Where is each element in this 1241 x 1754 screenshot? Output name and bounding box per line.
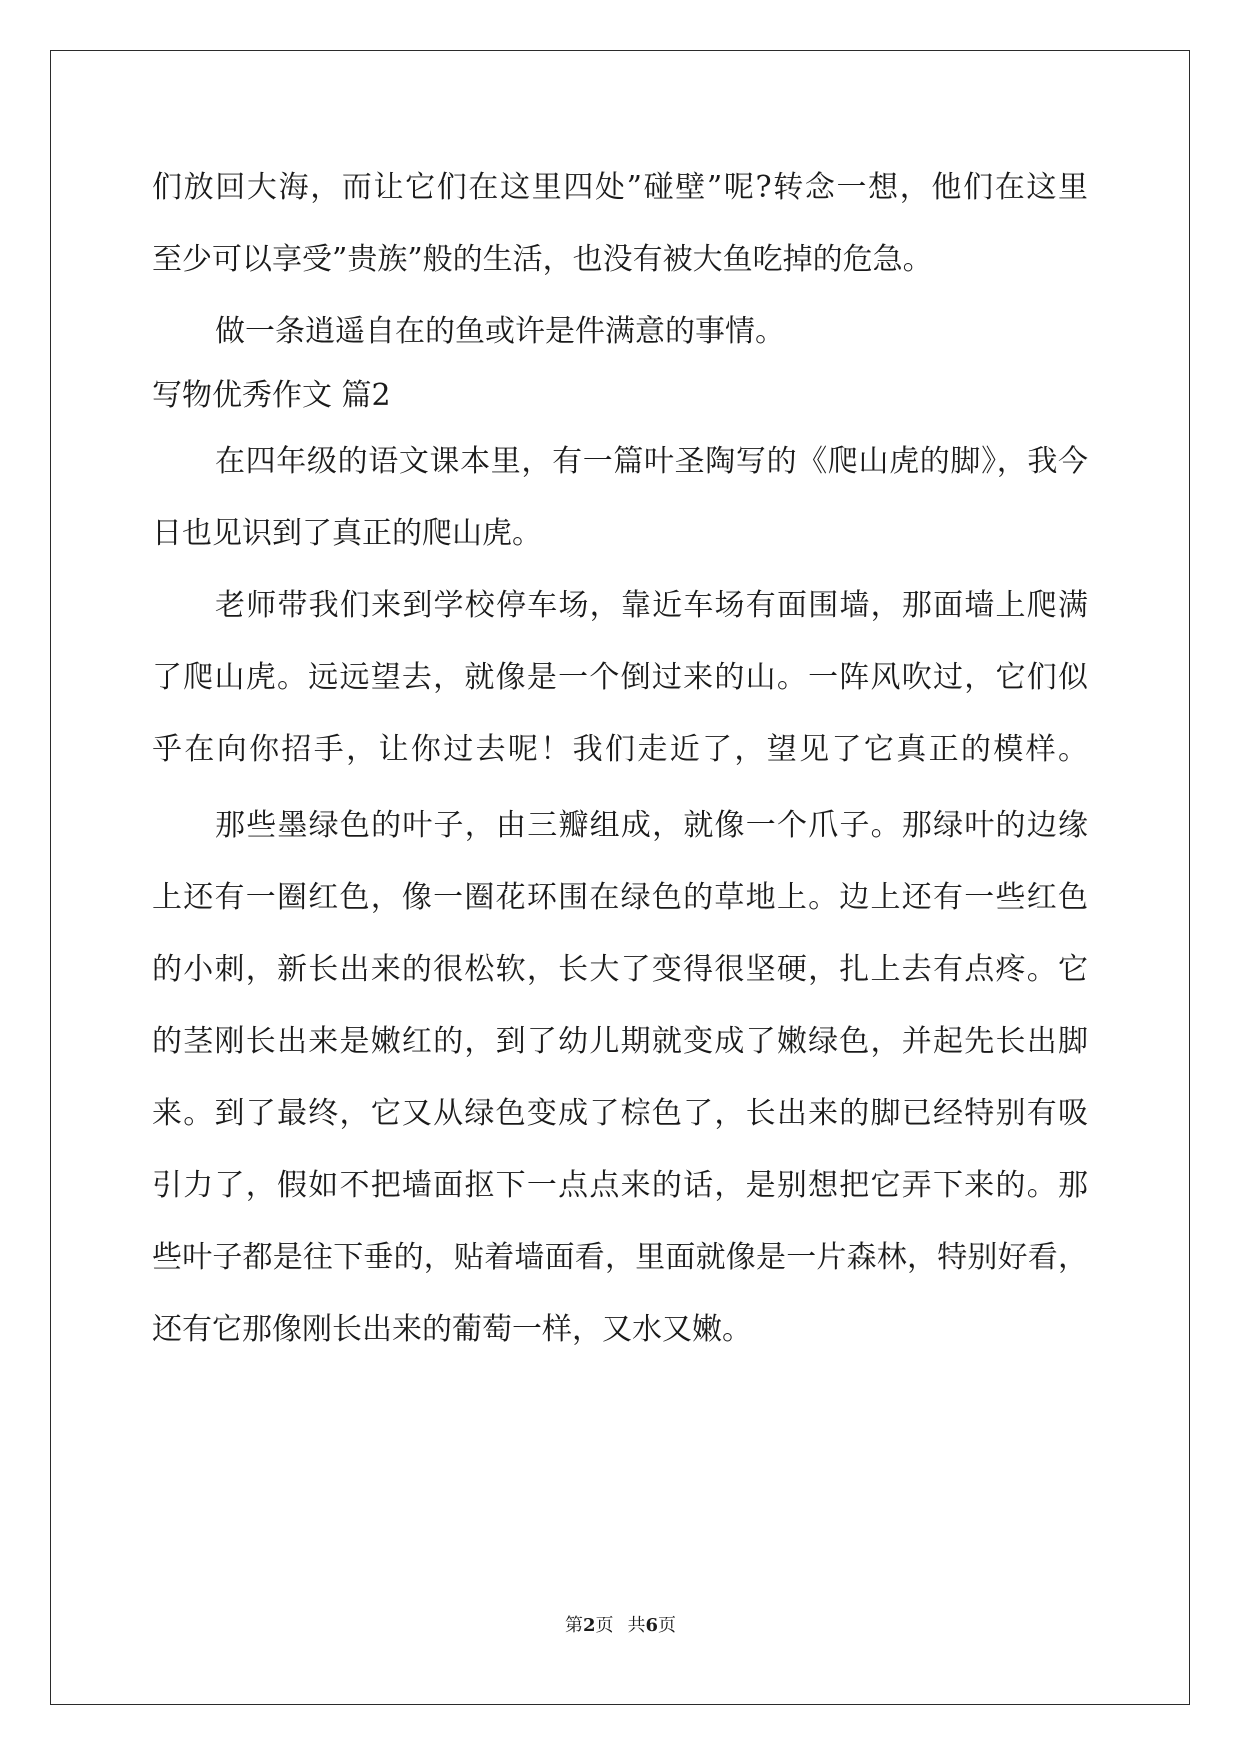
- paragraph-3-line-5: 来。到了最终，它又从绿色变成了棕色了，长出来的脚已经特别有吸: [152, 1096, 1088, 1131]
- page-prefix: 第: [564, 1615, 583, 1636]
- page-current: 2: [582, 1615, 596, 1636]
- section-heading: 写物优秀作文 篇2: [152, 378, 391, 413]
- total-suffix: 页: [658, 1615, 677, 1636]
- page-number-footer: [0, 1614, 1241, 1638]
- page-mid: 页: [595, 1615, 614, 1636]
- paragraph-1-line-1: 在四年级的语文课本里，有一篇叶圣陶写的《爬山虎的脚》，我今: [215, 444, 1088, 479]
- page-total: 6: [645, 1615, 659, 1636]
- total-prefix: 共: [627, 1615, 646, 1636]
- paragraph-2-line-2: 了爬山虎。远远望去，就像是一个倒过来的山。一阵风吹过，它们似: [152, 660, 1088, 695]
- paragraph-3-line-7: 些叶子都是往下垂的，贴着墙面看，里面就像是一片森林，特别好看，: [152, 1240, 1088, 1275]
- continuation-line-2: 至少可以享受”贵族”般的生活，也没有被大鱼吃掉的危急。: [152, 242, 933, 277]
- paragraph-3-line-1: 那些墨绿色的叶子，由三瓣组成，就像一个爪子。那绿叶的边缘: [215, 808, 1088, 843]
- paragraph-3-line-8: 还有它那像刚长出来的葡萄一样，又水又嫩。: [152, 1312, 752, 1347]
- paragraph-3-line-4: 的茎刚长出来是嫩红的，到了幼儿期就变成了嫩绿色，并起先长出脚: [152, 1024, 1088, 1059]
- paragraph-2-line-3: 乎在向你招手，让你过去呢！我们走近了，望见了它真正的模样。: [152, 732, 1088, 767]
- continuation-line-1: 们放回大海，而让它们在这里四处”碰壁”呢?转念一想，他们在这里: [152, 170, 1088, 205]
- paragraph-1-line-2: 日也见识到了真正的爬山虎。: [152, 516, 542, 551]
- closing-paragraph: 做一条逍遥自在的鱼或许是件满意的事情。: [215, 314, 785, 349]
- paragraph-3-line-2: 上还有一圈红色，像一圈花环围在绿色的草地上。边上还有一些红色: [152, 880, 1088, 915]
- paragraph-3-line-3: 的小刺，新长出来的很松软，长大了变得很坚硬，扎上去有点疼。它: [152, 952, 1088, 987]
- paragraph-2-line-1: 老师带我们来到学校停车场，靠近车场有面围墙，那面墙上爬满: [215, 588, 1088, 623]
- paragraph-3-line-6: 引力了，假如不把墙面抠下一点点来的话，是别想把它弄下来的。那: [152, 1168, 1088, 1203]
